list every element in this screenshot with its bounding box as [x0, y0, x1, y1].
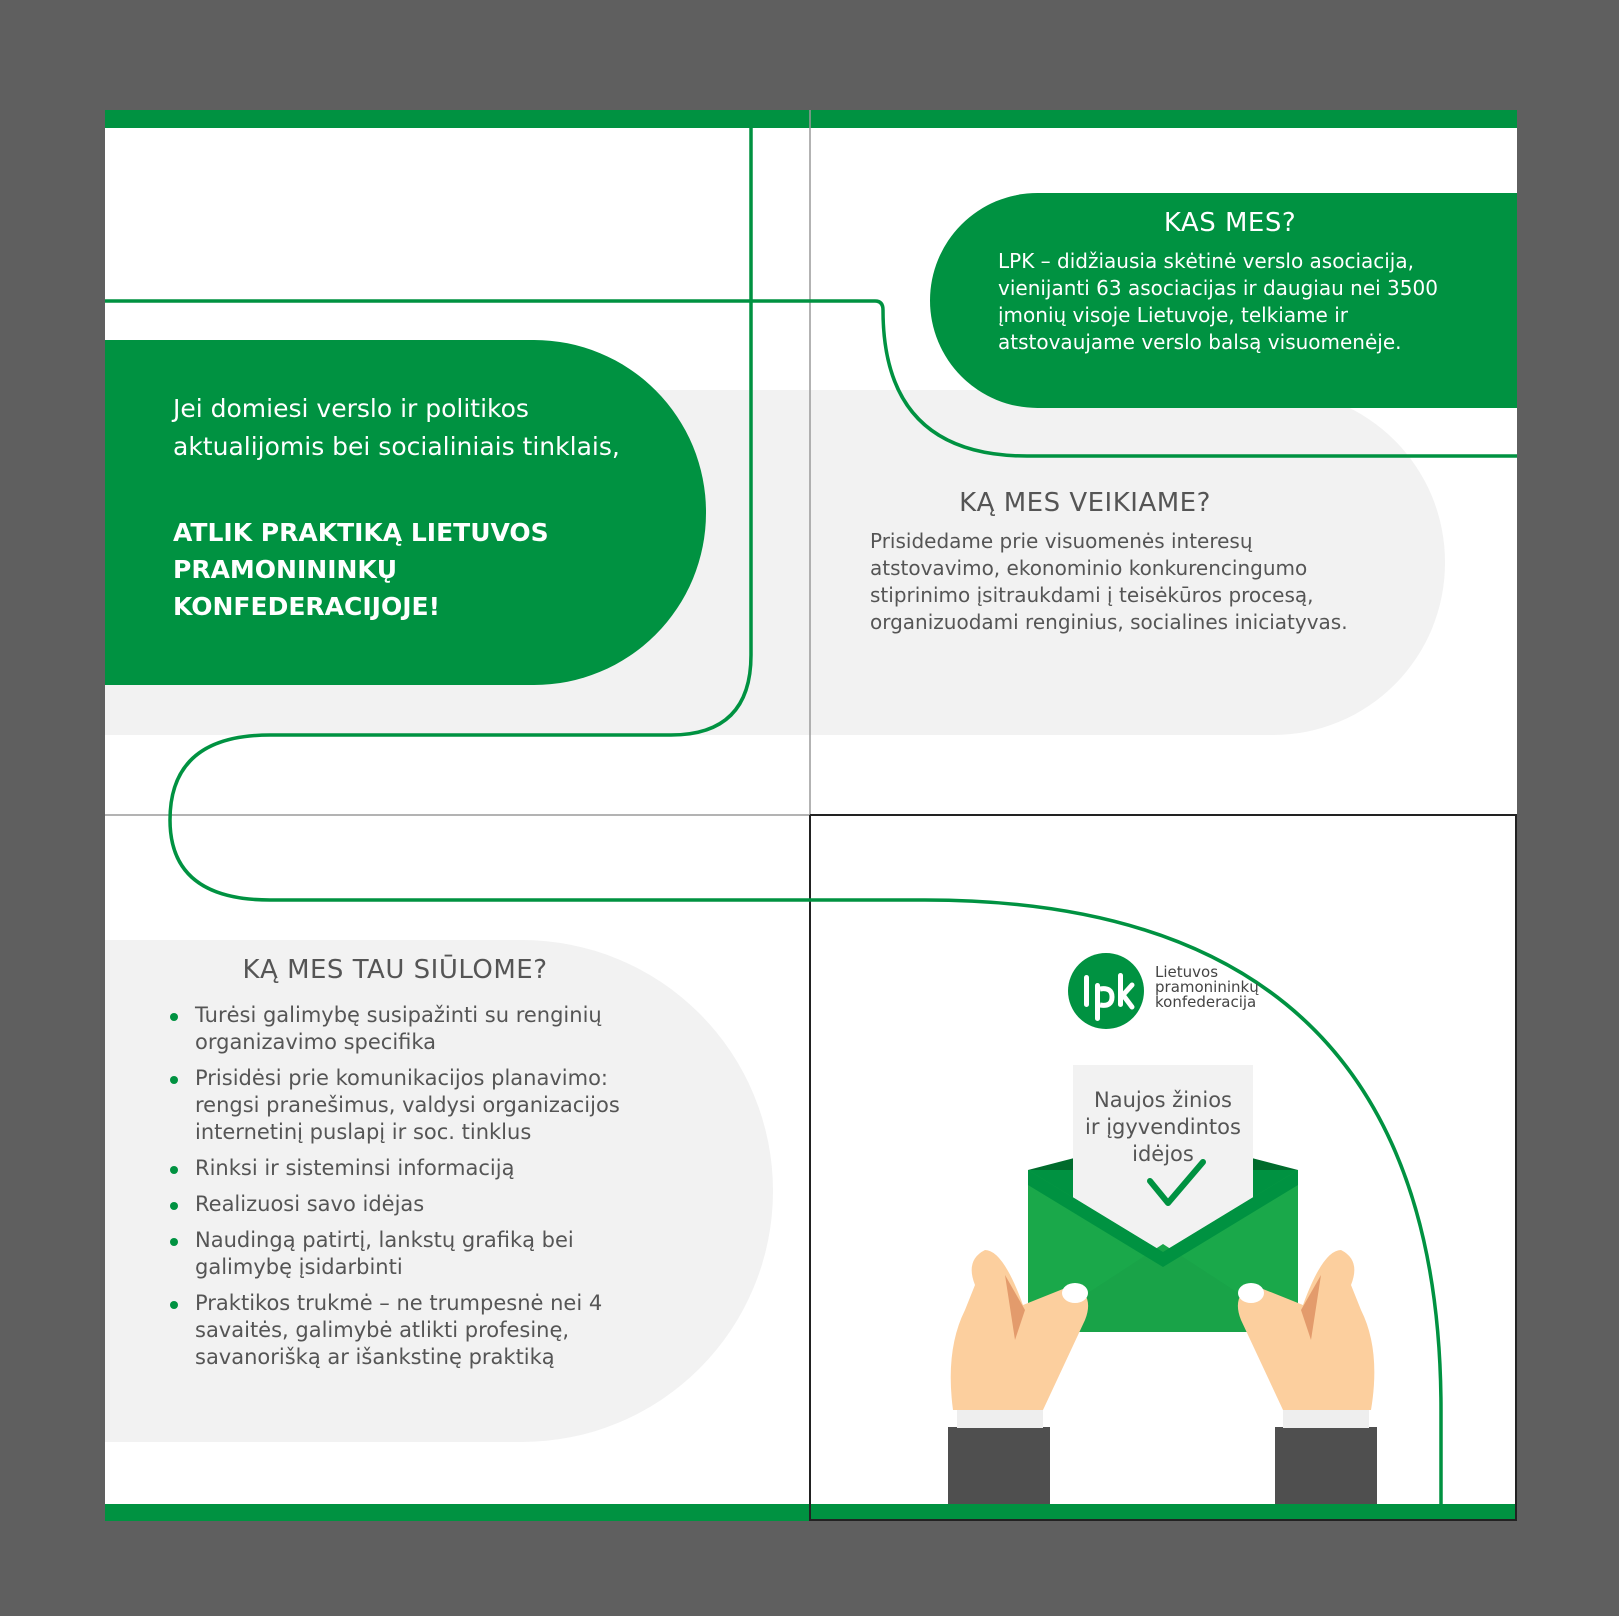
what-body: Prisidedame prie visuomenės interesų atstovavimo, ekonominio konkurencingumo stiprinimo įsitraukdami į teisėkūros procesą, organizuodami renginius, socialines iniciatyvas. [870, 529, 1348, 634]
who-body: LPK – didžiausia skėtinė verslo asociacija, vienijanti 63 asociacijas ir daugiau nei 3500 įmonių visoje Lietuvoje, telkiame ir atstovaujame verslo balsą visuomenėje. [998, 249, 1438, 354]
intro-cta: ATLIK PRAKTIKĄ LIETUVOS PRAMONININKŲ KONFEDERACIJOJE! [173, 518, 549, 621]
what-heading: KĄ MES VEIKIAME? [959, 488, 1211, 518]
logo-name-line-1: Lietuvos [1155, 963, 1219, 981]
list-item-text: Prisidėsi prie komunikacijos planavimo: rengsi pranešimus, valdysi organizacijos internetinį puslapį ir soc. tinklus [195, 1066, 620, 1144]
letter-line-3: idėjos [1132, 1142, 1194, 1166]
list-item-text: Turėsi galimybę susipažinti su renginių organizavimo specifika [195, 1003, 602, 1054]
envelope-illustration [105, 110, 1517, 1521]
list-item-text: Rinksi ir sisteminsi informaciją [195, 1156, 515, 1180]
logo-name-line-2: pramonininkų [1155, 978, 1259, 996]
list-item-text: Praktikos trukmė – ne trumpesnė nei 4 savaitės, galimybė atlikti profesinę, savanorišką ar išankstinę praktiką [195, 1291, 603, 1369]
letter-line-1: Naujos žinios [1094, 1088, 1232, 1112]
who-heading: KAS MES? [1163, 208, 1297, 238]
logo-name-line-3: konfederacija [1155, 993, 1257, 1011]
offer-heading: KĄ MES TAU SIŪLOME? [242, 955, 548, 985]
letter-line-2: ir įgyvendintos [1085, 1115, 1241, 1139]
intro-text: Jei domiesi verslo ir politikos aktualijomis bei socialiniais tinklais, [173, 394, 620, 461]
brochure-canvas [105, 110, 1517, 1521]
list-item-text: Naudingą patirtį, lankstų grafiką bei galimybę įsidarbinti [195, 1228, 574, 1279]
list-item-text: Realizuosi savo idėjas [195, 1192, 425, 1216]
